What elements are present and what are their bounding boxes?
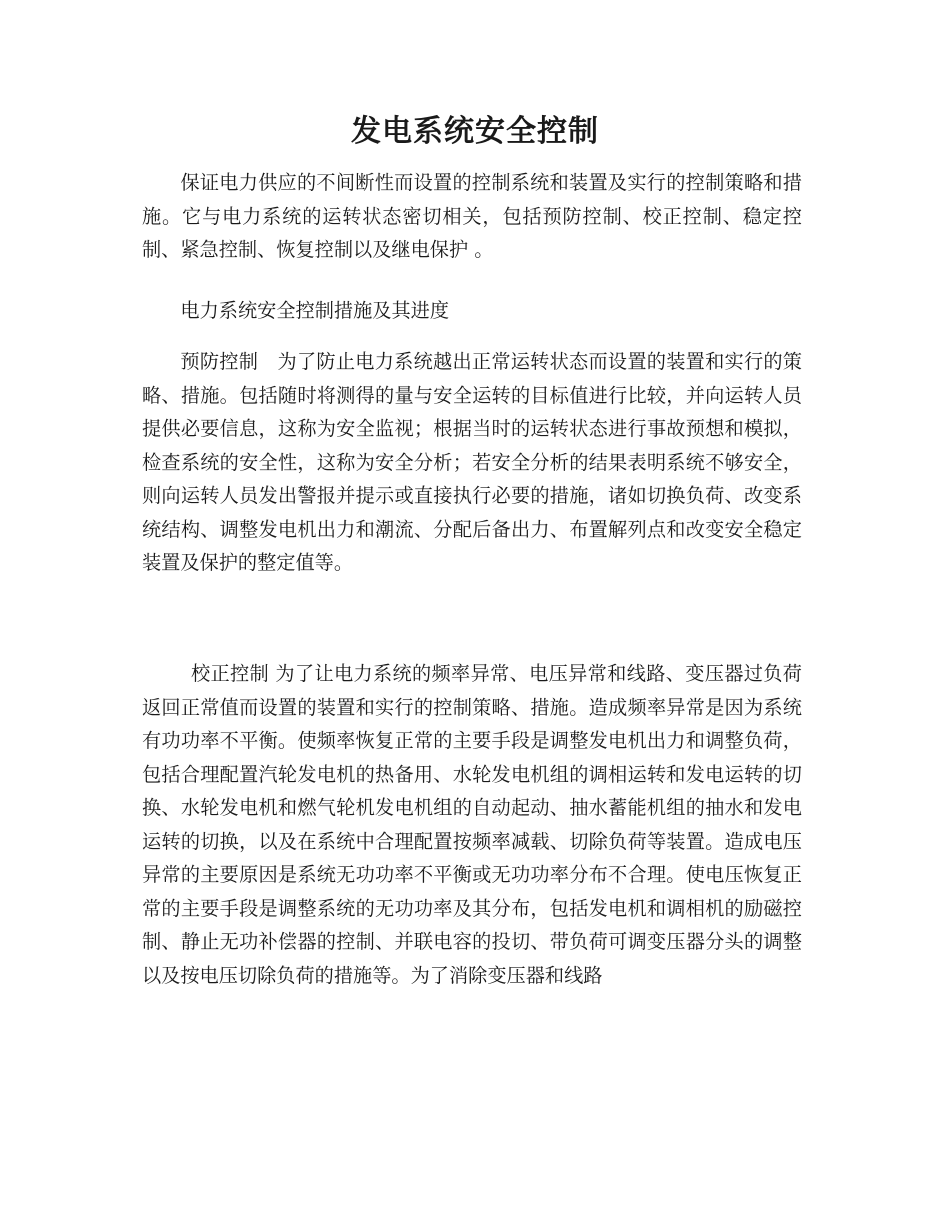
paragraph-corrective-control: 校正控制 为了让电力系统的频率异常、电压异常和线路、变压器过负荷返回正常值而设置的装置和实行的控制策略、措施。造成频率异常是因为系统有功功率不平衡。使频率恢复正常的主要手段是调整发电机出力和调整负荷，包括合理配置汽轮发电机的热备用、水轮发电机组的调相运转和发电运转的切换、水轮发电机和燃气轮机发电机组的自动起动、抽水蓄能机组的抽水和发电运转的切换，以及在系统中合理配置按频率减载、切除负荷等装置。造成电压异常的主要原因是系统无功功率不平衡或无功功率分布不合理。使电压恢复正常的主要手段是调整系统的无功功率及其分布，包括发电机和调相机的励磁控制、静止无功补偿器的控制、并联电容的投切、带负荷可调变压器分头的调整以及按电压切除负荷的措施等。为了消除变压器和线路 (142, 662, 802, 987)
section-heading: 电力系统安全控制措施及其进度 (180, 299, 450, 322)
paragraph-intro: 保证电力供应的不间断性而设置的控制系统和装置及实行的控制策略和措施。它与电力系统的运转状态密切相关，包括预防控制、校正控制、稳定控制、紧急控制、恢复控制以及继电保护 。 (142, 171, 802, 261)
paragraph-preventive-control: 预防控制 为了防止电力系统越出正常运转状态而设置的装置和实行的策略、措施。包括随时将测得的量与安全运转的目标值进行比较，并向运转人员提供必要信息，这称为安全监视；根据当时的运转状态进行事故预想和模拟，检查系统的安全性，这称为安全分析；若安全分析的结果表明系统不够安全，则向运转人员发出警报并提示或直接执行必要的措施，诸如切换负荷、改变系统结构、调整发电机出力和潮流、分配后备出力、布置解列点和改变安全稳定装置及保护的整定值等。 (142, 350, 802, 574)
page-title: 发电系统安全控制 (351, 114, 599, 149)
